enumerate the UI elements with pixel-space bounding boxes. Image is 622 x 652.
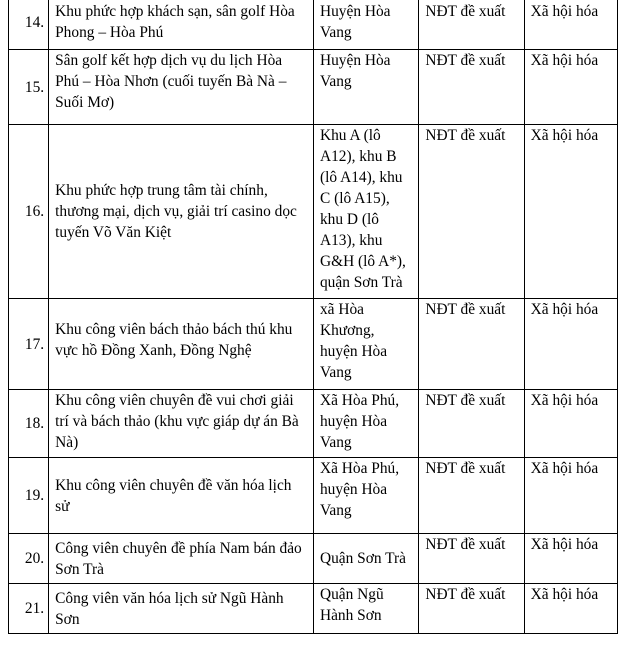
table-row [9,458,618,534]
row-number: 14. [24,13,45,31]
row-number: 18. [24,415,45,432]
row-number: 16. [24,203,45,220]
location-cell [313,584,418,634]
investor-cell [419,50,524,125]
row-number: 17. [24,335,45,353]
project-table [8,0,618,634]
row-number: 19. [24,487,45,504]
location-cell [313,50,418,125]
funding-type-cell [524,125,617,299]
project-name: Sân golf kết hợp dịch vụ du lịch Hòa Phú – Hòa Nhơn (cuối tuyến Bà Nà – Suối Mơ) [55,52,287,111]
project-name-cell [49,584,314,634]
investor: NĐT đề xuất [425,586,506,603]
row-number-cell [9,0,49,50]
investor-cell [419,584,524,634]
funding-type: Xã hội hóa [530,127,599,144]
location: Quận Ngũ Hành Sơn [319,586,384,624]
investor-cell [419,390,524,458]
funding-type: Xã hội hóa [530,52,599,69]
project-name: Khu phức hợp trung tâm tài chính, thương mại, dịch vụ, giải trí casino dọc tuyến Võ Văn Kiệt [55,182,297,241]
location-cell [313,534,418,584]
project-name-cell [49,534,314,584]
funding-type: Xã hội hóa [530,586,599,603]
location: Quận Sơn Trà [319,550,406,567]
row-number-cell [9,50,49,125]
funding-type-cell [524,50,617,125]
location: Xã Hòa Phú, huyện Hòa Vang [319,460,400,519]
investor-cell [419,458,524,534]
investor: NĐT đề xuất [425,460,506,477]
funding-type-cell [524,458,617,534]
table-row [9,584,618,634]
row-number: 21. [24,600,45,617]
location-cell [313,458,418,534]
row-number-cell [9,534,49,584]
funding-type: Xã hội hóa [530,460,599,477]
table-row [9,299,618,390]
project-name-cell [49,125,314,299]
row-number-cell [9,390,49,458]
location-cell [313,0,418,50]
row-number-cell [9,584,49,634]
project-name-cell [49,458,314,534]
investor: NĐT đề xuất [425,536,506,553]
location-cell [313,390,418,458]
investor-cell [419,0,524,50]
project-name: Khu công viên chuyên đề văn hóa lịch sử [55,476,292,515]
row-number: 15. [24,78,45,96]
location-cell [313,125,418,299]
location: Khu A (lô A12), khu B (lô A14), khu C (lô A15), khu D (lô A13), khu G&H (lô A*), quận Sơn Trà [319,127,406,291]
project-name: Khu công viên bách thảo bách thú khu vực hồ Đồng Xanh, Đồng Nghệ [55,321,293,359]
project-name: Khu công viên chuyên đề vui chơi giải trí và bách thảo (khu vực giáp dự án Bà Nà) [55,392,299,451]
row-number: 20. [24,550,45,567]
project-name-cell [49,50,314,125]
location: Huyện Hòa Vang [319,52,391,90]
row-number-cell [9,299,49,390]
investor: NĐT đề xuất [425,392,506,409]
row-number-cell [9,458,49,534]
table-row [9,534,618,584]
table-row [9,0,618,50]
funding-type-cell [524,390,617,458]
project-name: Công viên chuyên đề phía Nam bán đảo Sơn Trà [55,539,302,578]
location: xã Hòa Khương, huyện Hòa Vang [319,301,388,381]
investor: NĐT đề xuất [425,52,506,69]
funding-type: Xã hội hóa [530,301,599,318]
investor: NĐT đề xuất [425,3,506,20]
investor: NĐT đề xuất [425,127,506,144]
investor-cell [419,534,524,584]
row-number-cell [9,125,49,299]
funding-type-cell [524,584,617,634]
project-name: Khu phức hợp khách sạn, sân golf Hòa Phong – Hòa Phú [55,3,295,41]
project-name-cell [49,0,314,50]
location: Xã Hòa Phú, huyện Hòa Vang [319,392,400,451]
project-name-cell [49,299,314,390]
investor-cell [419,299,524,390]
project-name-cell [49,390,314,458]
table-row [9,390,618,458]
funding-type-cell [524,299,617,390]
table-row [9,50,618,125]
investor-cell [419,125,524,299]
location: Huyện Hòa Vang [319,3,391,41]
table-row [9,125,618,299]
location-cell [313,299,418,390]
funding-type: Xã hội hóa [530,392,599,409]
funding-type-cell [524,0,617,50]
funding-type-cell [524,534,617,584]
funding-type: Xã hội hóa [530,3,599,20]
investor: NĐT đề xuất [425,301,506,318]
funding-type: Xã hội hóa [530,536,599,553]
project-name: Công viên văn hóa lịch sử Ngũ Hành Sơn [55,589,284,628]
